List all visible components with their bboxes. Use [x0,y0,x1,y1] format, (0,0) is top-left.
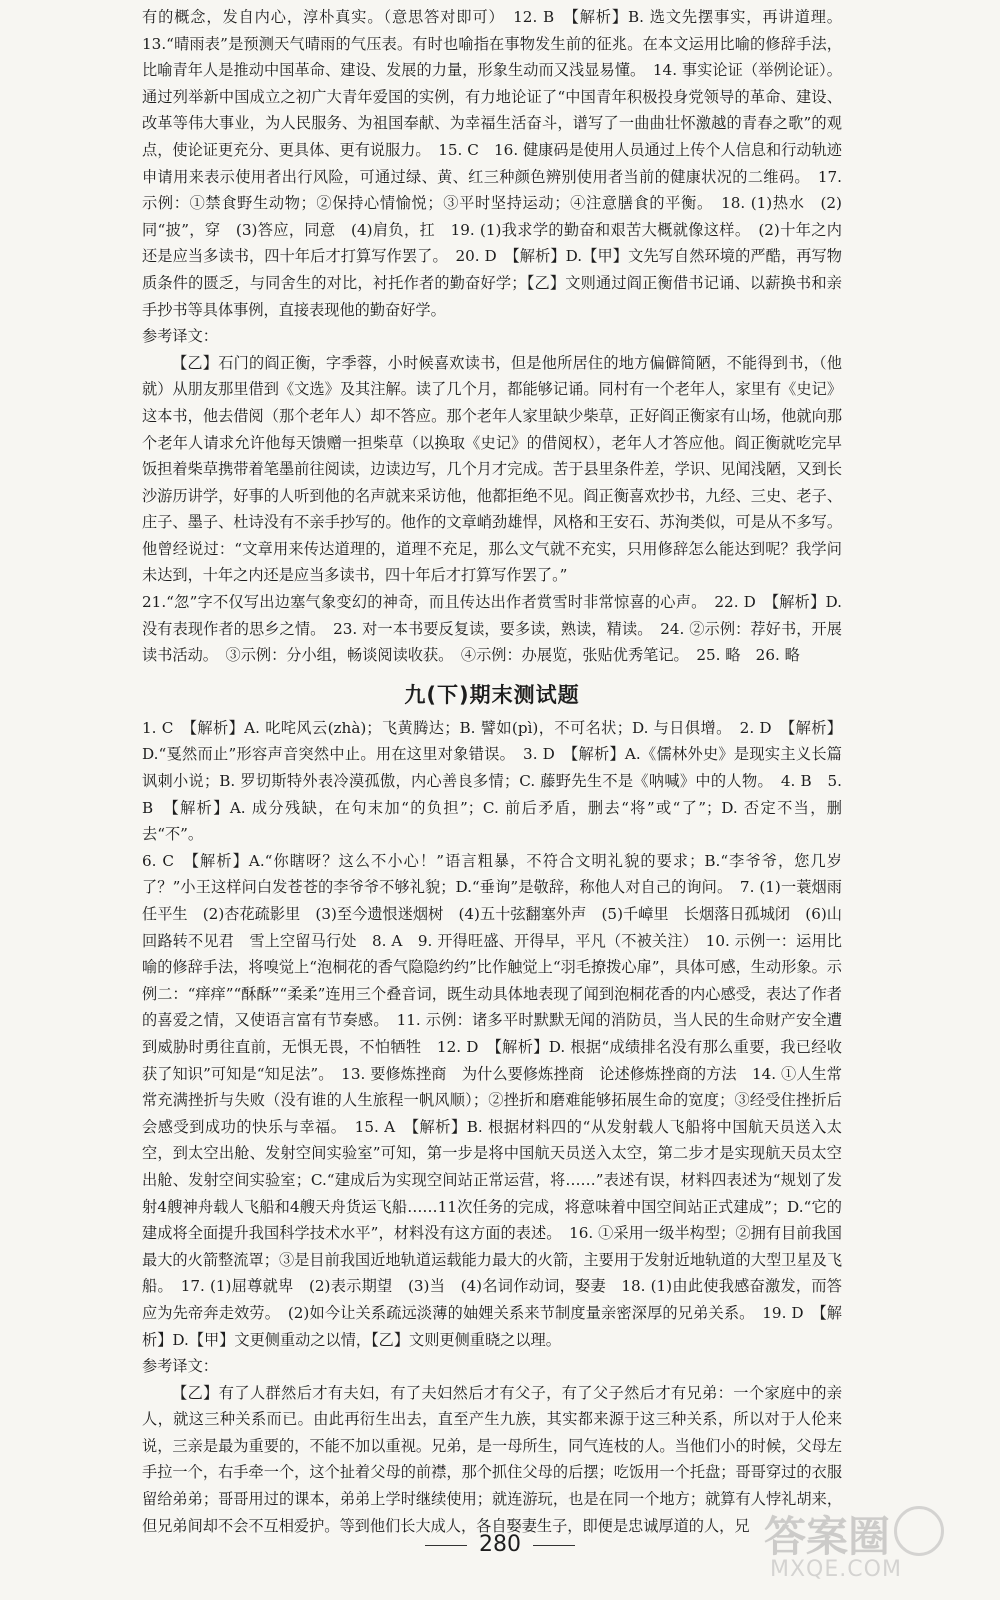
answers-1-5: 1. C 【解析】A. 叱咤风云(zhà)；飞黄腾达；B. 譬如(pì)，不可名状；D. 与日俱增。 2. D 【解析】D.“戛然而止”形容声音突然中止。用在这里对象错误。 3. D 【解析】A.《儒林外史》是现实主义长篇讽刺小说；B. 罗切斯特外表冷漠孤傲，内心善良多情；C. 藤野先生不是《呐喊》中的人物。 4. B 5. B 【解析】A. 成分残缺，在句末加“的负担”；C. 前后矛盾，删去“将”或“了”；D. 否定不当，删去“不”。 [142,718,842,844]
reference-translation-label: 参考译文： [142,327,218,346]
page-number-left-rule [425,1545,467,1546]
page-number-right-rule [533,1545,575,1546]
answers-continued: 有的概念，发自内心，淳朴真实。（意思答对即可） 12. B 【解析】B. 选文先摆事实，再讲道理。13.“晴雨表”是预测天气晴雨的气压表。有时也喻指在事物发生前的征兆。在本文运用比喻的修辞手法，比喻青年人是推动中国革命、建设、发展的力量，形象生动而又浅显易懂。 14. 事实论证（举例论证）。通过列举新中国成立之初广大青年爱国的实例，有力地论证了“中国青年积极投身党领导的革命、建设、改革等伟大事业，为人民服务、为祖国奉献、为幸福生活奋斗，谱写了一曲曲壮怀激越的青春之歌”的观点，使论证更充分、更具体、更有说服力。 15. C 16. 健康码是使用人员通过上传个人信息和行动轨迹申请用来表示使用者出行风险，可通过绿、黄、红三种颜色辨别使用者当前的健康状况的二维码。 17. 示例：①禁食野生动物；②保持心情愉悦；③平时坚持运动；④注意膳食的平衡。 18. (1)热水 (2)同“披”，穿 (3)答应，同意 (4)肩负，扛 19. (1)我求学的勤奋和艰苦大概就像这样。 (2)十年之内还是应当多读书，四十年后才打算写作罢了。 20. D 【解析】D.【甲】文先写自然环境的严酷，再写物质条件的匮乏，与同舍生的对比，衬托作者的勤奋好学；【乙】文则通过阎正衡借书记诵、以薪换书和亲手抄书等具体事例，直接表现他的勤奋好学。 [142,8,842,319]
answers-21-26: 21.“忽”字不仅写出边塞气象变幻的神奇，而且传达出作者赏雪时非常惊喜的心声。 22. D 【解析】D. 没有表现作者的思乡之情。 23. 对一本书要反复读，要多读，熟读，精读。 24. ②示例：荐好书，开展读书活动。 ③示例：分小组，畅谈阅读收获。 ④示例：办展览，张贴优秀笔记。 25. 略 26. 略 [142,593,842,665]
watermark-url: MXQE.COM [770,1557,902,1582]
section-title: 九(下)期末测试题 [404,682,580,707]
watermark-logo [764,1504,964,1582]
page-number-text: 280 [479,1532,521,1557]
watermark-circle-icon [894,1506,944,1556]
reference-translation-1: 【乙】石门的阎正衡，字季蓉，小时候喜欢读书，但是他所居住的地方偏僻简陋，不能得到书，（他就）从朋友那里借到《文选》及其注解。读了几个月，都能够记诵。同村有一个老年人，家里有《史记》这本书，他去借阅（那个老年人）却不答应。那个老年人家里缺少柴草，正好阎正衡家有山场，他就向那个老年人请求允许他每天馈赠一担柴草（以换取《史记》的借阅权），老年人才答应他。阎正衡就吃完早饭担着柴草携带着笔墨前往阅读，边读边写，几个月才完成。苦于县里条件差，学识、见闻浅陋，又到长沙游历讲学，好事的人听到他的名声就来采访他，他都拒绝不见。阎正衡喜欢抄书，九经、三史、老子、庄子、墨子、杜诗没有不亲手抄写的。他作的文章峭劲雄悍，风格和王安石、苏洵类似，可是从不多写。他曾经说过：“文章用来传达道理的，道理不充足，那么文气就不充实，只用修辞怎么能达到呢？我学问未达到，十年之内还是应当多读书，四十年后才打算写作罢了。” [142,353,842,585]
reference-translation-label-2: 参考译文： [142,1357,218,1376]
page-content [142,4,842,1539]
reference-translation-2: 【乙】有了人群然后才有夫妇，有了夫妇然后才有父子，有了父子然后才有兄弟：一个家庭中的亲人，就这三种关系而已。由此再衍生出去，直至产生九族，其实都来源于这三种关系，所以对于人伦来说，三亲是最为重要的，不能不加以重视。兄弟，是一母所生，同气连枝的人。当他们小的时候，父母左手拉一个，右手牵一个，这个扯着父母的前襟，那个抓住父母的后摆；吃饭用一个托盘；哥哥穿过的衣服留给弟弟；哥哥用过的课本，弟弟上学时继续使用；就连游玩，也是在同一个地方；就算有人悖礼胡来，但兄弟间却不会不互相爱护。等到他们长大成人，各自娶妻生子，即便是忠诚厚道的人，兄 [142,1383,842,1535]
answers-6-19: 6. C 【解析】A.“你瞎呀？这么不小心！”语言粗暴，不符合文明礼貌的要求；B.“李爷爷，您几岁了？”小王这样问白发苍苍的李爷爷不够礼貌；D.“垂询”是敬辞，称他人对自己的询问。 7. (1)一蓑烟雨任平生 (2)杏花疏影里 (3)至今遗恨迷烟树 (4)五十弦翻塞外声 (5)千嶂里 长烟落日孤城闭 (6)山回路转不见君 雪上空留马行处 8. A 9. 开得旺盛、开得早，平凡（不被关注） 10. 示例一：运用比喻的修辞手法，将嗅觉上“泡桐花的香气隐隐约约”比作触觉上“羽毛撩拨心扉”，具体可感，生动形象。示例二：“痒痒”“酥酥”“柔柔”连用三个叠音词，既生动具体地表现了闻到泡桐花香的内心感受，表达了作者的喜爱之情，又使语言富有节奏感。 11. 示例：诸多平时默默无闻的消防员，当人民的生命财产安全遭到威胁时勇往直前，无惧无畏，不怕牺牲 12. D 【解析】D. 根据“成绩排名没有那么重要，我已经收获了知识”可知是“知足法”。 13. 要修炼挫商 为什么要修炼挫商 论述修炼挫商的方法 14. ①人生常常充满挫折与失败（没有谁的人生旅程一帆风顺）；②挫折和磨难能够拓展生命的宽度；③经受住挫折后会感受到成功的快乐与幸福。 15. A 【解析】B. 根据材料四的“从发射载人飞船将中国航天员送入太空，到太空出舱、发射空间实验室”可知，第一步是将中国航天员送入太空，第二步才是实现航天员太空出舱、发射空间实验室；C.“建成后为实现空间站正常运营，将……”表述有误，材料四表述为“规划了发射4艘神舟载人飞船和4艘天舟货运飞船……11次任务的完成，将意味着中国空间站正式建成”；D.“它的建成将全面提升我国科学技术水平”，材料没有这方面的表述。 16. ①采用一级半构型；②拥有目前我国最大的火箭整流罩；③是目前我国近地轨道运载能力最大的火箭，主要用于发射近地轨道的大型卫星及飞船。 17. (1)屈尊就卑 (2)表示期望 (3)当 (4)名词作动词，娶妻 18. (1)由此使我感奋激发，而答应为先帝奔走效劳。 (2)如今让关系疏远淡薄的妯娌关系来节制度量亲密深厚的兄弟关系。 19. D 【解析】D.【甲】文更侧重动之以情，【乙】文则更侧重晓之以理。 [142,851,842,1349]
watermark-text: 答案圈 [764,1512,891,1561]
